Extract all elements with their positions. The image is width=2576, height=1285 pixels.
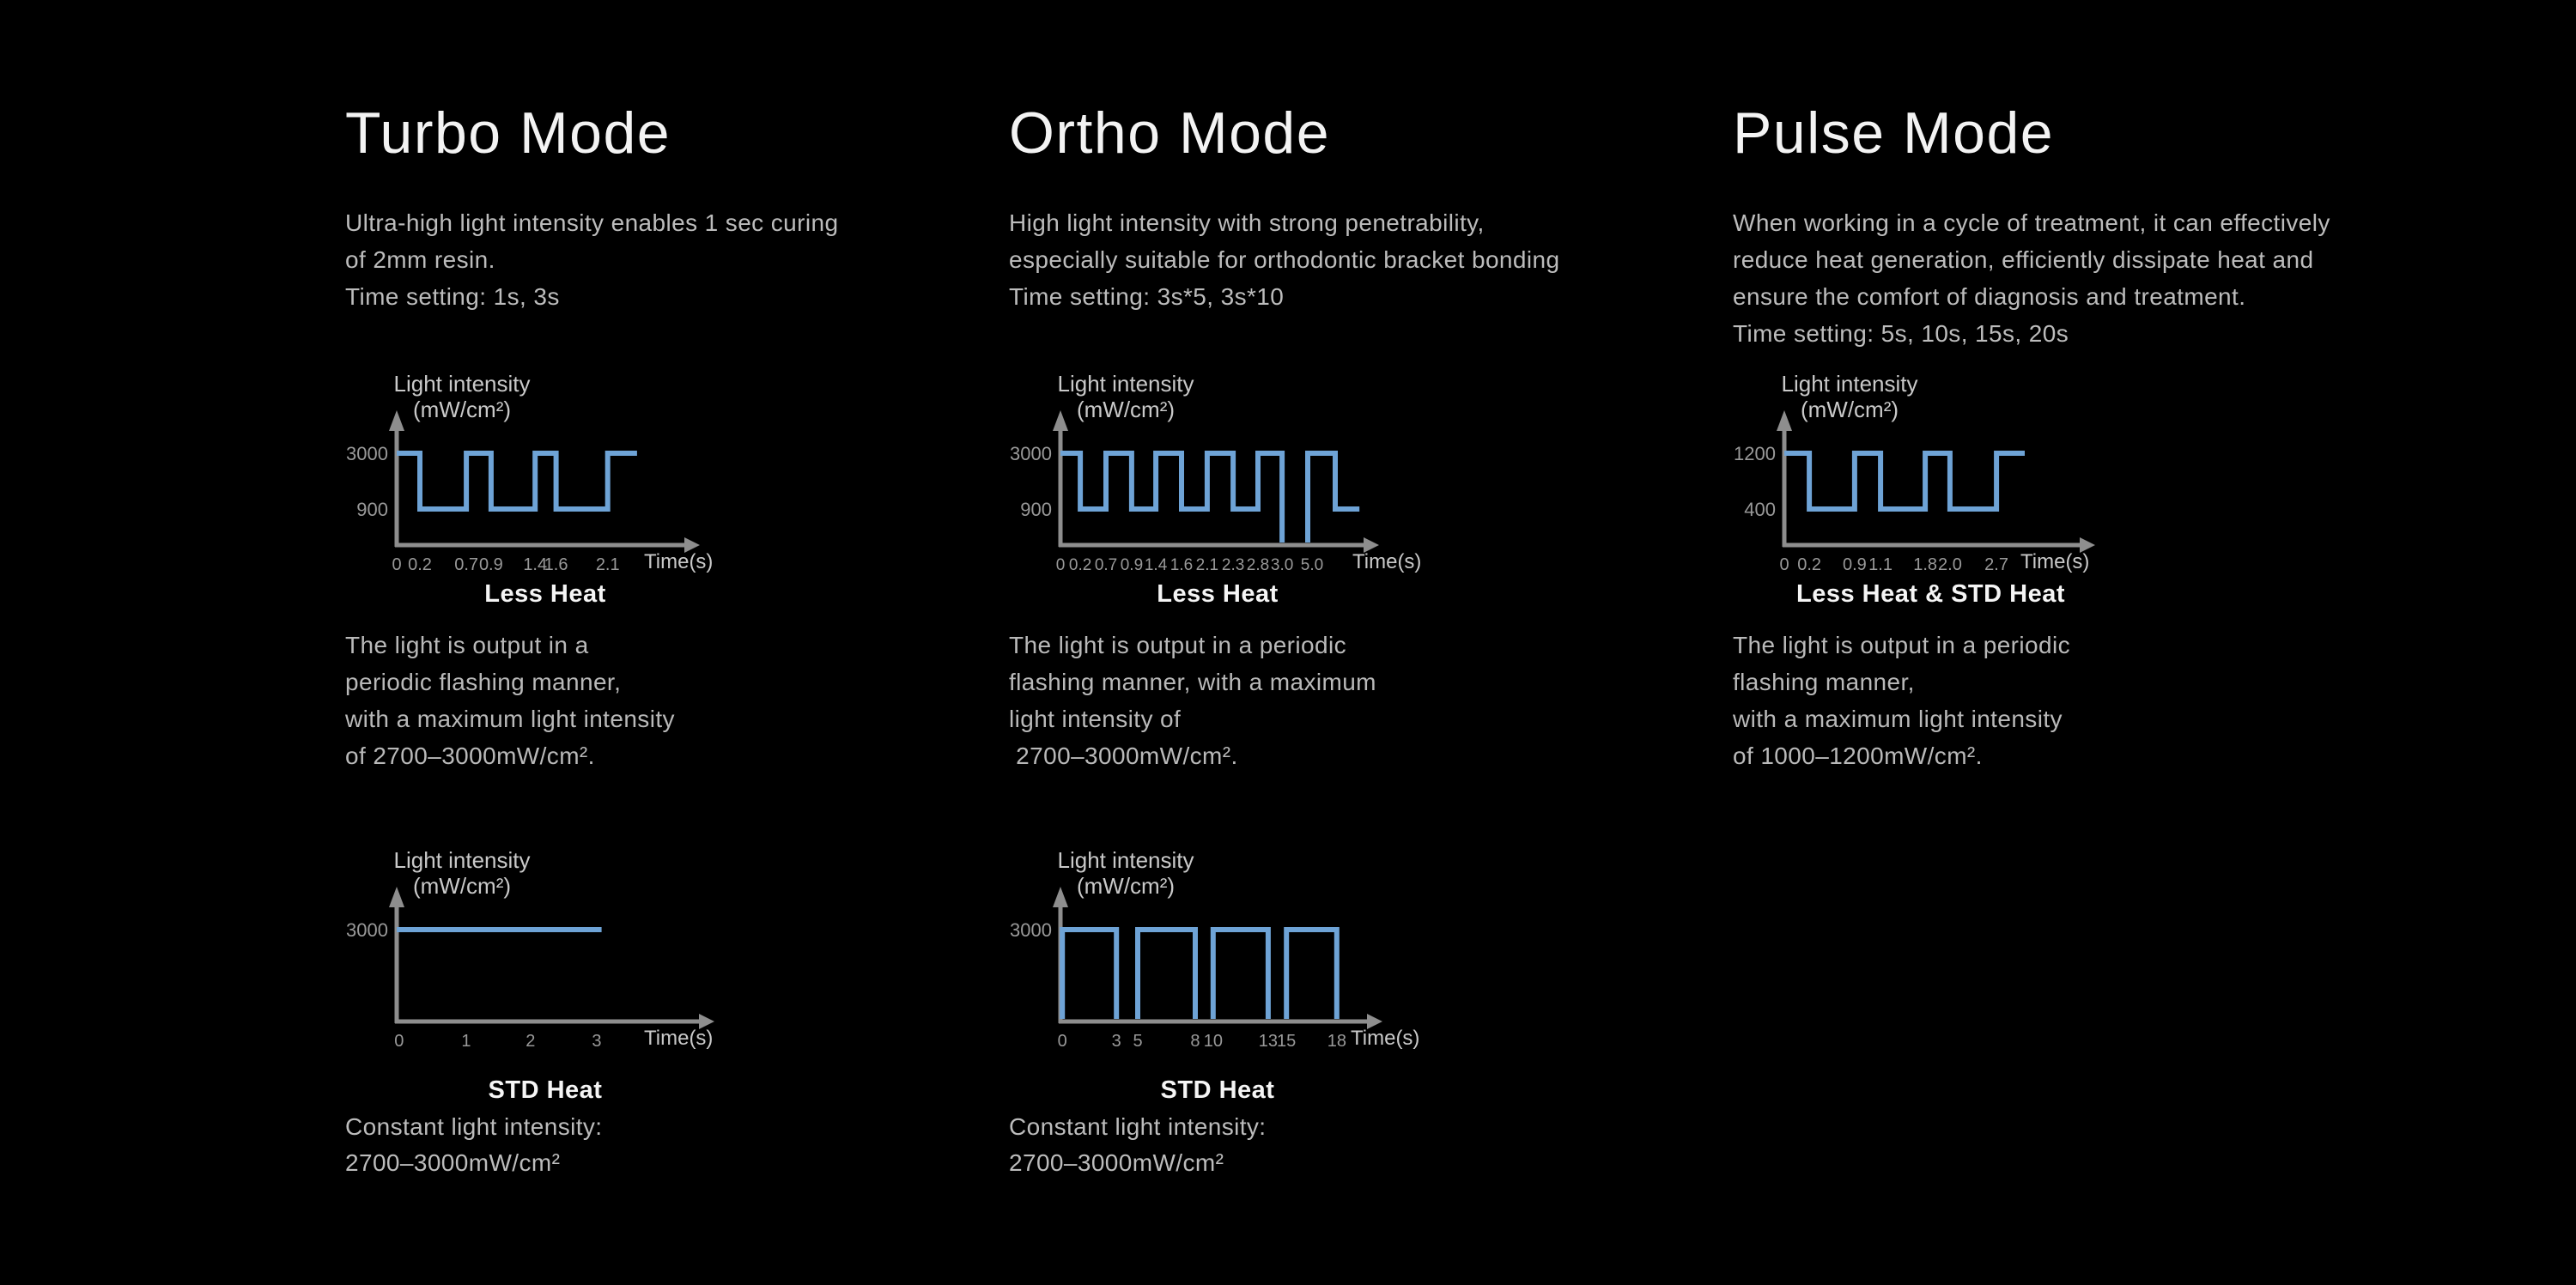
x-tick-label: 1.6 [544,555,568,574]
x-tick-label: 0 [394,1032,404,1051]
ortho-less-heat-svg [1007,367,1428,578]
x-axis-title: Time(s) [644,550,714,573]
note-line: 2700–3000mW/cm² [1009,1149,1224,1176]
paragraph-line: with a maximum light intensity [345,706,675,732]
paragraph-line: The light is output in a periodic [1733,632,2070,658]
turbo-less-heat-label: Less Heat [484,580,606,608]
y-tick-label: 3000 [1010,919,1052,941]
y-axis-arrow [1053,410,1068,431]
x-tick-label: 3 [592,1032,602,1051]
pulse-mode-chart [1731,367,2130,582]
description-line: When working in a cycle of treatment, it can effectively [1733,209,2330,236]
x-tick-label: 1.4 [1144,556,1168,574]
x-tick-label: 2.7 [1984,555,2008,574]
y-tick-label: 900 [356,499,388,520]
turbo-std-heat-label: STD Heat [488,1076,603,1104]
ortho-constant-intensity-note [1009,1109,1267,1181]
x-tick-label: 0.2 [1068,556,1092,574]
y-axis-title: Light intensity [393,371,531,397]
description-line: Time setting: 1s, 3s [345,283,560,310]
ortho-less-heat-chart [1007,367,1428,582]
y-tick-label: 900 [1020,499,1052,520]
y-axis-arrow [389,410,404,431]
x-tick-label: 0.9 [478,555,503,574]
x-tick-label: 0 [1055,556,1066,574]
y-axis-title-units: (mW/cm²) [1076,397,1176,422]
x-tick-label: 0 [1779,555,1789,574]
x-tick-label: 3.0 [1270,556,1294,574]
x-axis-title: Time(s) [2020,550,2090,573]
x-tick-label: 2.8 [1246,556,1270,574]
intensity-waveform [1060,453,1359,542]
y-axis-title: Light intensity [1057,847,1194,873]
x-tick-label: 5.0 [1300,556,1324,574]
turbo-mode-title: Turbo Mode [345,100,671,166]
x-tick-label: 2 [526,1032,536,1051]
x-tick-label: 0.9 [1842,555,1867,574]
paragraph-line: The light is output in a [345,632,589,658]
x-axis-title: Time(s) [1352,550,1422,573]
x-tick-label: 0.2 [408,555,432,574]
y-tick-label: 400 [1744,499,1776,520]
paragraph-line: of 1000–1200mW/cm². [1733,743,1983,769]
column-ortho-mode [1009,0,1644,1285]
x-tick-label: 1 [461,1032,471,1051]
y-tick-label: 3000 [346,919,388,941]
x-tick-label: 15 [1277,1032,1297,1051]
x-tick-label: 0.7 [454,555,479,574]
x-tick-label: 10 [1203,1032,1223,1051]
note-line: 2700–3000mW/cm² [345,1149,561,1176]
y-axis-arrow [1053,887,1068,907]
ortho-less-heat-label: Less Heat [1157,580,1279,608]
x-tick-label: 0.7 [1094,556,1118,574]
y-tick-label: 3000 [346,443,388,464]
description-line: Time setting: 5s, 10s, 15s, 20s [1733,320,2069,347]
x-tick-label: 18 [1327,1032,1346,1051]
y-axis-title: Light intensity [1781,371,1918,397]
description-line: especially suitable for orthodontic bracket bonding [1009,246,1560,273]
x-tick-label: 2.3 [1221,556,1245,574]
pulse-heat-label: Less Heat & STD Heat [1796,580,2065,608]
x-tick-label: 1.4 [523,555,548,574]
y-axis-arrow [1777,410,1792,431]
description-line: reduce heat generation, efficiently dissipate heat and [1733,246,2314,273]
ortho-std-heat-svg [1007,844,1428,1054]
turbo-mode-description [345,204,838,315]
column-turbo-mode [345,0,981,1285]
turbo-mode-paragraph [345,627,675,774]
paragraph-line: of 2700–3000mW/cm². [345,743,595,769]
description-line: ensure the comfort of diagnosis and treatment. [1733,283,2246,310]
y-axis-title-units: (mW/cm²) [412,397,512,422]
paragraph-line: with a maximum light intensity [1733,706,2063,732]
x-tick-label: 0 [1057,1032,1067,1051]
pulse-mode-title: Pulse Mode [1733,100,2055,166]
turbo-constant-intensity-note [345,1109,603,1181]
paragraph-line: light intensity of [1009,706,1182,732]
x-tick-label: 1.8 [1913,555,1938,574]
description-line: Ultra-high light intensity enables 1 sec curing [345,209,839,236]
note-line: Constant light intensity: [345,1113,603,1140]
description-line: Time setting: 3s*5, 3s*10 [1009,283,1285,310]
y-axis-title: Light intensity [393,847,531,873]
pulse-mode-description [1733,204,2330,352]
ortho-mode-description [1009,204,1559,315]
x-tick-label: 8 [1190,1032,1200,1051]
intensity-waveform [397,453,637,509]
x-tick-label: 3 [1111,1032,1121,1051]
ortho-std-heat-label: STD Heat [1160,1076,1275,1104]
x-tick-label: 1.6 [1170,556,1194,574]
paragraph-line: 2700–3000mW/cm². [1009,743,1238,769]
y-axis-title-units: (mW/cm²) [1076,873,1176,899]
x-axis-title: Time(s) [1351,1027,1420,1050]
turbo-std-heat-svg [343,844,747,1054]
intensity-waveform [1784,453,2025,509]
y-axis-arrow [389,887,404,907]
paragraph-line: flashing manner, with a maximum [1009,669,1376,695]
pulse-less-std-heat-svg [1731,367,2130,578]
pulse-mode-paragraph [1733,627,2070,774]
y-axis-title-units: (mW/cm²) [412,873,512,899]
y-axis-title-units: (mW/cm²) [1800,397,1899,422]
x-tick-label: 0 [392,555,402,574]
x-tick-label: 2.0 [1938,555,1962,574]
x-axis-title: Time(s) [644,1027,714,1050]
intensity-waveform [1062,930,1337,1019]
ortho-std-heat-chart [1007,844,1428,1058]
paragraph-line: The light is output in a periodic [1009,632,1346,658]
note-line: Constant light intensity: [1009,1113,1267,1140]
x-tick-label: 2.1 [595,555,620,574]
ortho-mode-paragraph [1009,627,1376,774]
turbo-std-heat-chart [343,844,747,1058]
x-tick-label: 0.2 [1797,555,1822,574]
turbo-less-heat-svg [343,367,747,578]
description-line: High light intensity with strong penetrability, [1009,209,1485,236]
paragraph-line: periodic flashing manner, [345,669,622,695]
y-tick-label: 1200 [1734,443,1776,464]
x-tick-label: 0.9 [1120,556,1144,574]
x-tick-label: 2.1 [1195,556,1219,574]
ortho-mode-title: Ortho Mode [1009,100,1331,166]
column-pulse-mode [1733,0,2368,1285]
x-tick-label: 5 [1133,1032,1143,1051]
x-tick-label: 13 [1258,1032,1279,1051]
y-tick-label: 3000 [1010,443,1052,464]
turbo-less-heat-chart [343,367,747,582]
x-tick-label: 1.1 [1868,555,1893,574]
y-axis-title: Light intensity [1057,371,1194,397]
paragraph-line: flashing manner, [1733,669,1915,695]
description-line: of 2mm resin. [345,246,495,273]
